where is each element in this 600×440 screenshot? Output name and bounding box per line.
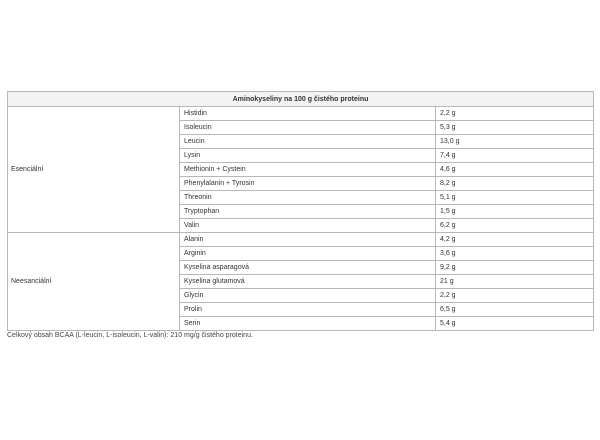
amino-acid-name: Lysin	[180, 149, 436, 163]
amino-acid-name: Histidin	[180, 107, 436, 121]
amino-acid-value: 3,6 g	[436, 247, 594, 261]
amino-acid-table	[7, 91, 594, 331]
amino-acid-name: Valin	[180, 219, 436, 233]
amino-acid-value: 9,2 g	[436, 261, 594, 275]
amino-acid-table-container	[7, 91, 593, 331]
amino-acid-name: Arginin	[180, 247, 436, 261]
table-row	[8, 233, 594, 247]
amino-acid-value: 5,1 g	[436, 191, 594, 205]
amino-acid-value: 6,2 g	[436, 219, 594, 233]
group-label: Neesanciální	[8, 233, 180, 331]
table-title: Aminokyseliny na 100 g čistého proteinu	[8, 92, 594, 107]
amino-acid-value: 6,5 g	[436, 303, 594, 317]
amino-acid-name: Kyselina glutamová	[180, 275, 436, 289]
table-row	[8, 107, 594, 121]
amino-acid-name: Kyselina asparagová	[180, 261, 436, 275]
amino-acid-value: 4,6 g	[436, 163, 594, 177]
amino-acid-value: 5,3 g	[436, 121, 594, 135]
amino-acid-value: 7,4 g	[436, 149, 594, 163]
amino-acid-value: 2,2 g	[436, 107, 594, 121]
amino-acid-value: 13,0 g	[436, 135, 594, 149]
amino-acid-value: 5,4 g	[436, 317, 594, 331]
amino-acid-name: Glycin	[180, 289, 436, 303]
table-header-row	[8, 92, 594, 107]
amino-acid-value: 2,2 g	[436, 289, 594, 303]
amino-acid-value: 1,5 g	[436, 205, 594, 219]
amino-acid-name: Methionin + Cystein	[180, 163, 436, 177]
amino-acid-name: Tryptophan	[180, 205, 436, 219]
amino-acid-name: Threonin	[180, 191, 436, 205]
amino-acid-name: Phenylalanin + Tyrosin	[180, 177, 436, 191]
amino-acid-name: Serin	[180, 317, 436, 331]
amino-acid-name: Leucin	[180, 135, 436, 149]
amino-acid-value: 4,2 g	[436, 233, 594, 247]
amino-acid-name: Prolin	[180, 303, 436, 317]
group-label: Esenciální	[8, 107, 180, 233]
amino-acid-name: Isoleucin	[180, 121, 436, 135]
table-body	[8, 107, 594, 331]
amino-acid-value: 8,2 g	[436, 177, 594, 191]
amino-acid-name: Alanin	[180, 233, 436, 247]
bcaa-note: Celkový obsah BCAA (L-leucin, L-isoleucin, L-valin): 210 mg/g čistého proteinu.	[7, 332, 253, 339]
amino-acid-value: 21 g	[436, 275, 594, 289]
